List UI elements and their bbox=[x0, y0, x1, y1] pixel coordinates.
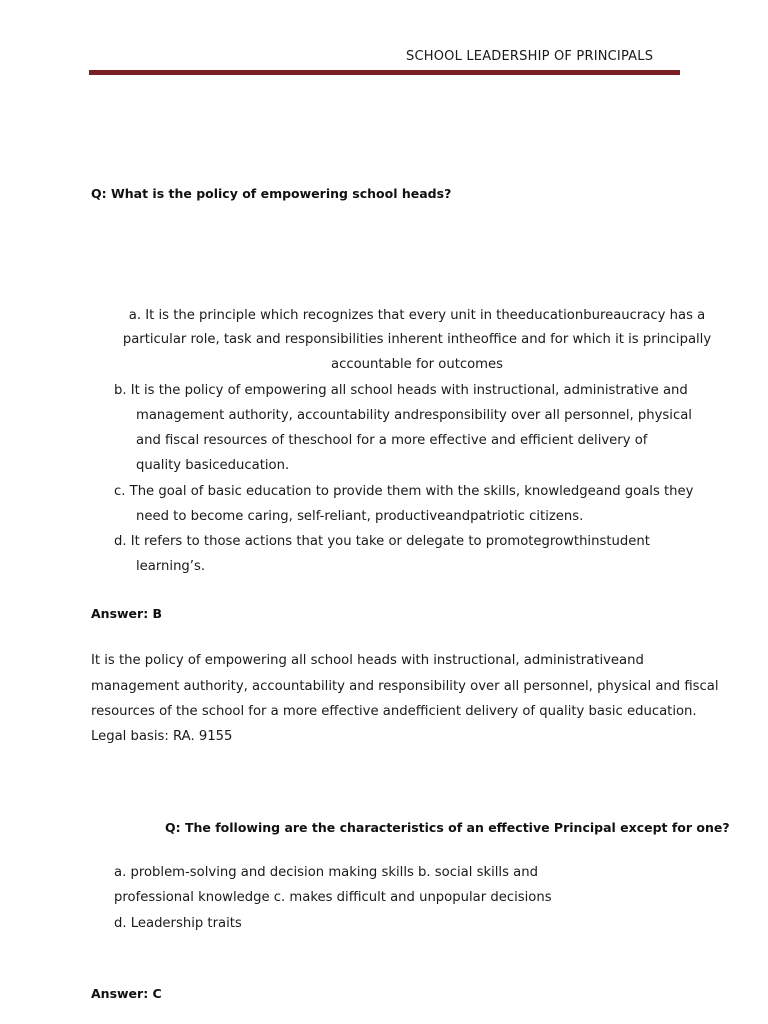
q1-explanation-line: resources of the school for a more effective andefficient delivery of quality basic education. bbox=[91, 704, 697, 719]
header-divider bbox=[89, 70, 680, 75]
q1-explanation-line: management authority, accountability and responsibility over all personnel, physical and fiscal bbox=[91, 679, 719, 694]
q1-option-d-line: d. It refers to those actions that you take or delegate to promotegrowthinstudent bbox=[114, 534, 650, 549]
q1-option-a-line: accountable for outcomes bbox=[330, 357, 504, 372]
q1-answer: Answer: B bbox=[91, 606, 163, 621]
q1-option-c-line: need to become caring, self-reliant, productiveandpatriotic citizens. bbox=[136, 509, 584, 524]
q2-option-line: professional knowledge c. makes difficult and unpopular decisions bbox=[114, 890, 552, 905]
q1-option-a-line: particular role, task and responsibilities inherent intheoffice and for which it is principally bbox=[122, 332, 712, 347]
q1-option-c-line: c. The goal of basic education to provide them with the skills, knowledgeand goals they bbox=[114, 484, 694, 499]
q1-option-b-line: quality basiceducation. bbox=[136, 458, 290, 473]
q1-explanation-line: It is the policy of empowering all school heads with instructional, administrativeand bbox=[91, 653, 644, 668]
q1-option-b-line: b. It is the policy of empowering all school heads with instructional, administrative and bbox=[114, 383, 688, 398]
q1-option-b-line: and fiscal resources of theschool for a more effective and efficient delivery of bbox=[136, 433, 648, 448]
q2-option-line: d. Leadership traits bbox=[114, 916, 242, 931]
q1-legal-basis: Legal basis: RA. 9155 bbox=[91, 729, 233, 744]
question-1-heading: Q: What is the policy of empowering school heads? bbox=[91, 186, 452, 201]
running-header-title: SCHOOL LEADERSHIP OF PRINCIPALS bbox=[406, 49, 654, 64]
q1-option-d-line: learning’s. bbox=[136, 559, 206, 574]
question-2-heading: Q: The following are the characteristics of an effective Principal except for one? bbox=[165, 820, 730, 835]
q1-option-a-line: a. It is the principle which recognizes that every unit in theeducationbureaucracy has a bbox=[128, 308, 706, 323]
q2-answer: Answer: C bbox=[91, 986, 162, 1001]
q2-option-line: a. problem-solving and decision making skills b. social skills and bbox=[114, 865, 538, 880]
q1-option-b-line: management authority, accountability andresponsibility over all personnel, physical bbox=[136, 408, 692, 423]
